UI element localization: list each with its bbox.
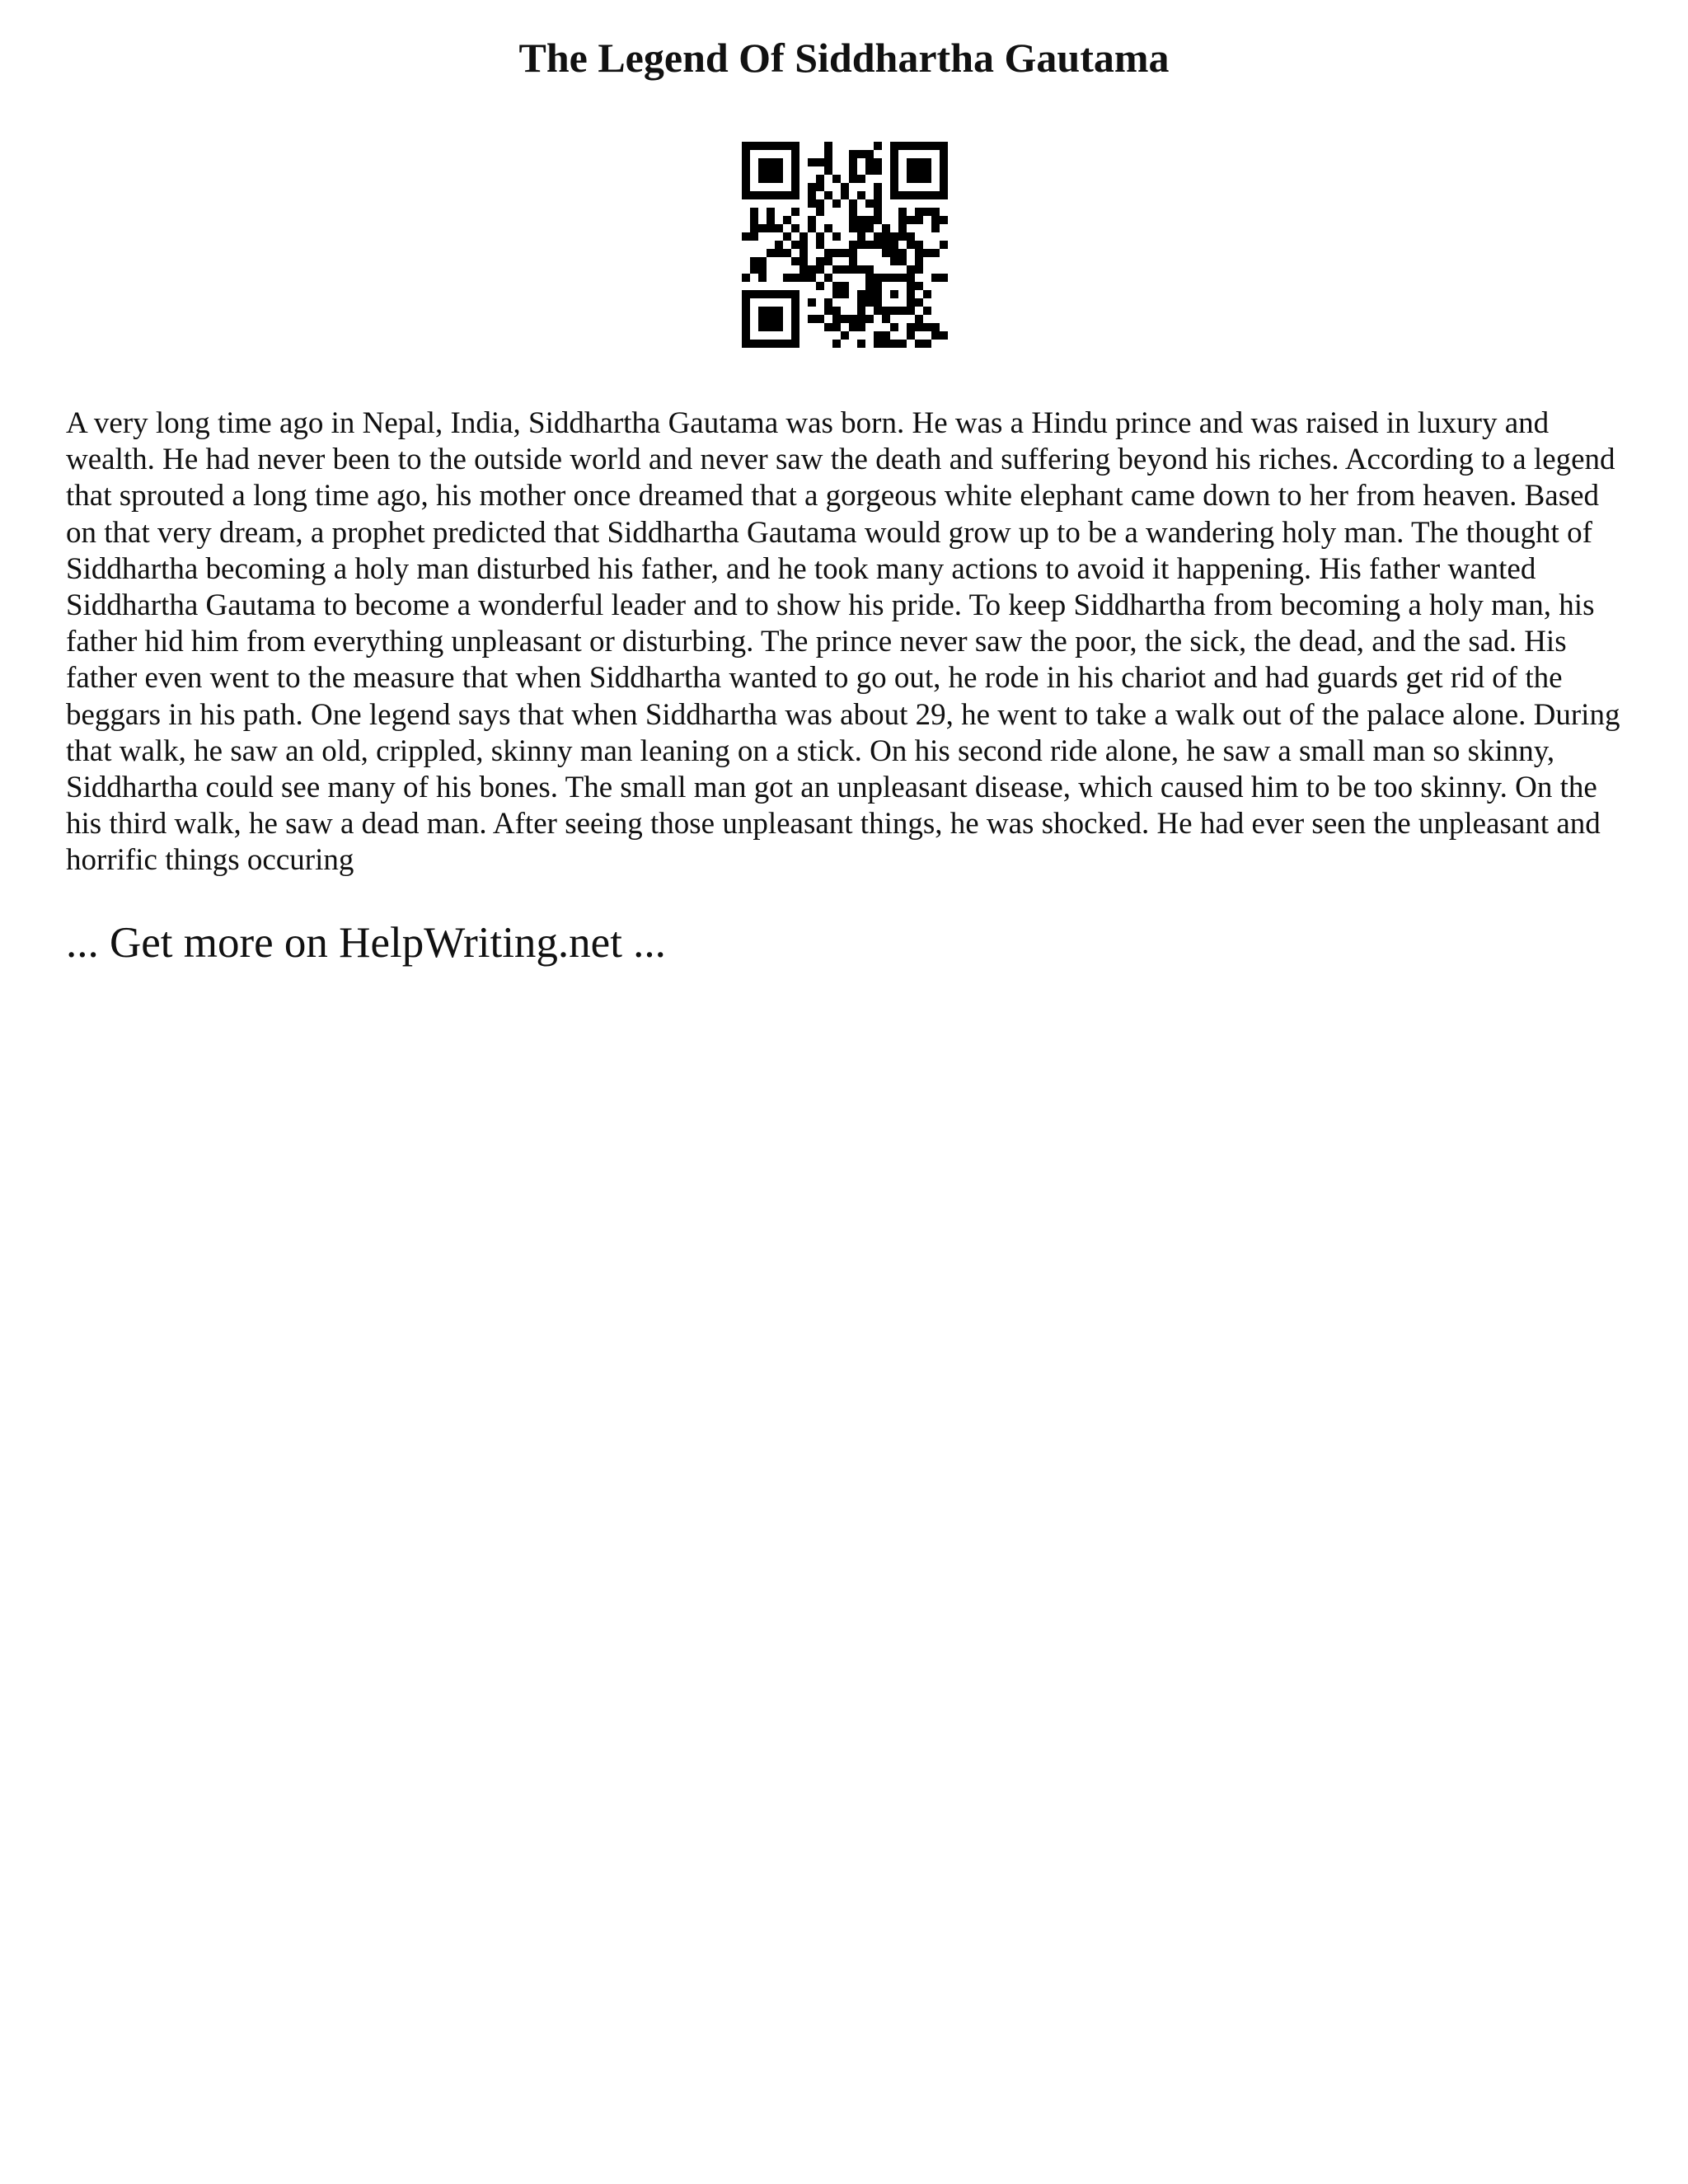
get-more-link[interactable]: ... Get more on HelpWriting.net ... [66, 919, 666, 967]
document-title: The Legend Of Siddhartha Gautama [518, 35, 1170, 81]
qr-code-graphic [742, 142, 948, 348]
qr-code-icon [742, 142, 948, 348]
body-paragraph: A very long time ago in Nepal, India, Siddhartha Gautama was born. He was a Hindu prince and was raised in luxury and wealth. He had never been to the outside world and never saw the death and suffering beyond his riches. According to a legend that sprouted a long time ago, his mother once dreamed that a gorgeous white elephant came down to her from heaven. Based on that very dream, a prophet predicted that Siddhartha Gautama would grow up to be a wandering holy man. The thought of Siddhartha becoming a holy man disturbed his father, and he took many actions to avoid it happening. His father wanted Siddhartha Gautama to become a wonderful leader and to show his pride. To keep Siddhartha from becoming a holy man, his father hid him from everything unpleasant or disturbing. The prince never saw the poor, the sick, the dead, and the sad. His father even went to the measure that when Siddhartha wanted to go out, he rode in his chariot and had guards get rid of the beggars in his path. One legend says that when Siddhartha was about 29, he went to take a walk out of the palace alone. During that walk, he saw an old, crippled, skinny man leaning on a stick. On his second ride alone, he saw a small man so skinny, Siddhartha could see many of his bones. The small man got an unpleasant disease, which caused him to be too skinny. On the his third walk, he saw a dead man. After seeing those unpleasant things, he was shocked. He had ever seen the unpleasant and horrific things occuring [66, 406, 1620, 878]
